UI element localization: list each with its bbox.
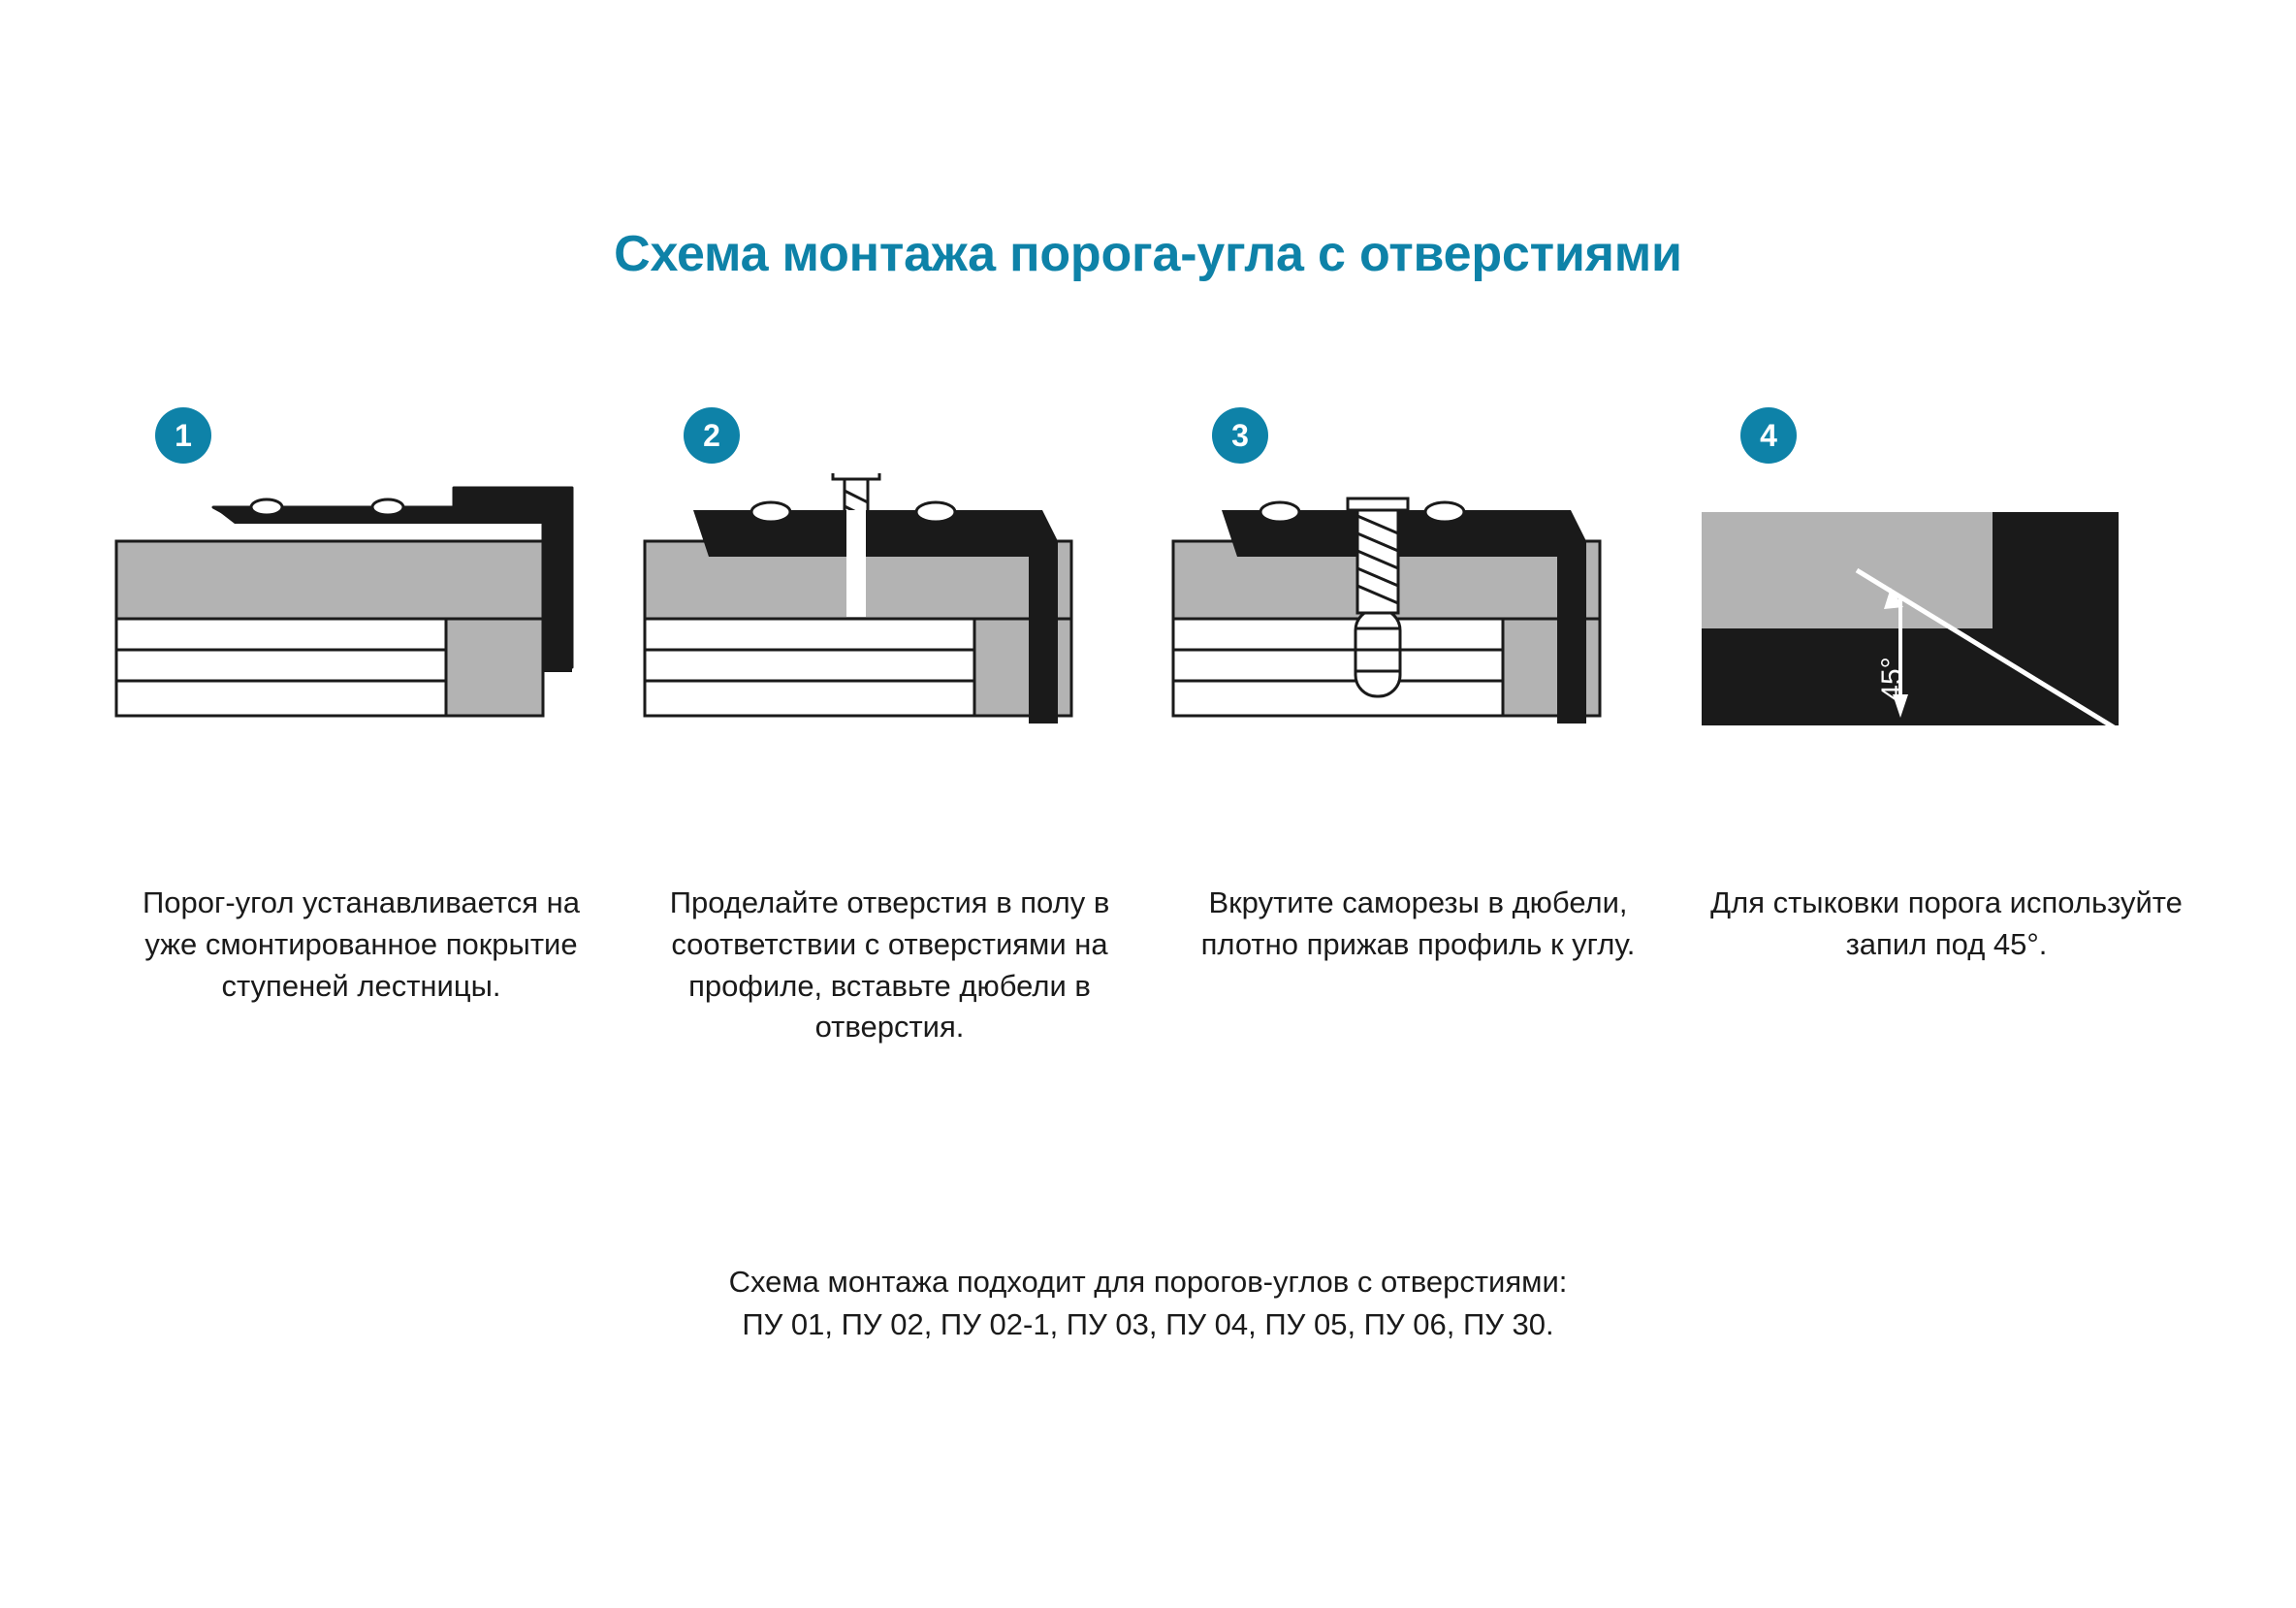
step-4-illustration (1682, 473, 2211, 861)
step-4 (1682, 407, 2211, 966)
footer-line-1: Схема монтажа подходит для порогов-углов с отверстиями: (728, 1265, 1568, 1299)
step-badge-3: 3 (1212, 407, 1268, 464)
angle-label-45: 45° (1876, 657, 1908, 701)
step-4-caption: Для стыковки порога используйте запил под 45°. (1710, 885, 2183, 961)
step-3 (1154, 407, 1682, 966)
step-2-caption: Проделайте отверстия в полу в соответствии с отверстиями на профиле, вставьте дюбели в отверстия. (669, 885, 1110, 1045)
step-3-illustration (1154, 473, 1682, 861)
step-3-caption: Вкрутите саморезы в дюбели, плотно прижав профиль к углу. (1200, 885, 1636, 961)
step-2 (625, 407, 1154, 1048)
steps-row (97, 407, 2211, 1048)
step-1 (97, 407, 625, 1007)
footer-note (0, 1261, 2296, 1346)
footer-line-2: ПУ 01, ПУ 02, ПУ 02-1, ПУ 03, ПУ 04, ПУ 05, ПУ 06, ПУ 30. (742, 1307, 1554, 1342)
step-1-illustration (97, 473, 625, 861)
step-badge-2: 2 (684, 407, 740, 464)
step-2-illustration (625, 473, 1154, 861)
page-title: Схема монтажа порога-угла с отверстиями (614, 226, 1682, 282)
step-1-caption: Порог-угол устанавливается на уже смонтированное покрытие ступеней лестницы. (143, 885, 580, 1003)
step-badge-4: 4 (1740, 407, 1797, 464)
step-badge-1: 1 (155, 407, 211, 464)
